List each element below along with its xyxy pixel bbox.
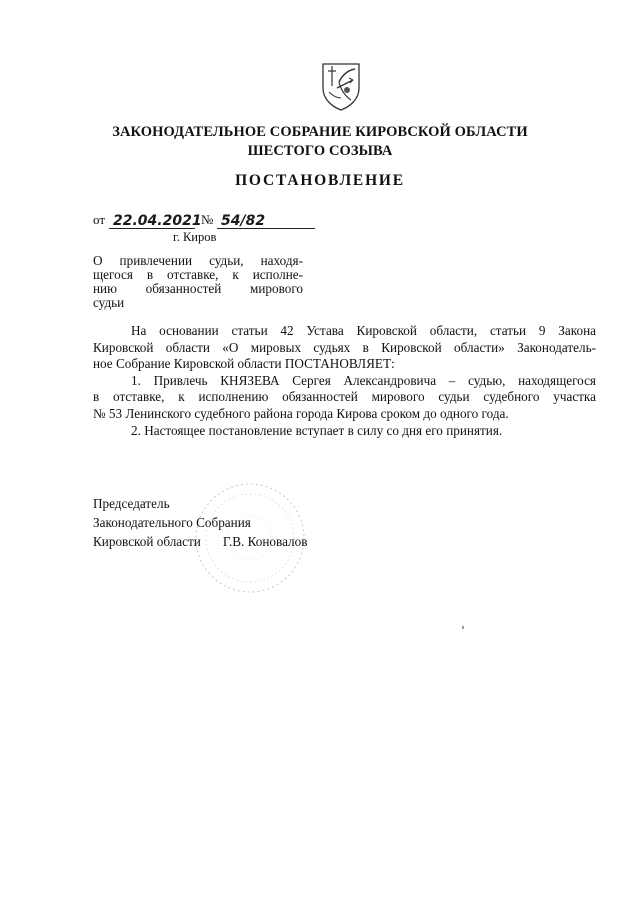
preamble-line: На основании статьи 42 Устава Кировской области, статьи 9 Закона <box>131 323 596 338</box>
signer-title-region: Кировской области <box>93 534 201 549</box>
document-type: ПОСТАНОВЛЕНИЕ <box>235 172 405 189</box>
date-value: 22.04.2021 <box>113 213 202 229</box>
org-title-line2: ШЕСТОГО СОЗЫВА <box>247 143 393 159</box>
signer-title-line3 <box>93 532 307 551</box>
item-1-line: № 53 Ленинского судебного района города Кирова сроком до одного года. <box>93 405 509 421</box>
number-prefix: № <box>201 212 214 227</box>
item-1-line: в отставке, к исполнению обязанностей мирового судьи судебного участка <box>93 389 596 405</box>
subject-line: нию обязанностей мирового <box>93 281 303 296</box>
city: г. Киров <box>173 230 217 244</box>
kirov-oblast-coat-of-arms-icon <box>319 60 363 112</box>
preamble-line: ное Собрание Кировской области ПОСТАНОВЛЯЕТ: <box>93 356 395 372</box>
preamble-line: Кировской области «О мировых судьях в Кировской области» Законодатель- <box>93 339 596 355</box>
scan-speck <box>462 626 464 629</box>
date-number-line <box>93 207 315 231</box>
signer-title-line1: Председатель <box>93 496 170 511</box>
date-prefix: от <box>93 212 106 227</box>
subject-line: судьи <box>93 295 125 310</box>
signer-name: Г.В. Коновалов <box>222 534 308 549</box>
item-1-line: 1. Привлечь КНЯЗЕВА Сергея Александровича – судью, находящегося <box>131 372 596 388</box>
document-body <box>93 323 596 439</box>
org-title-line1: ЗАКОНОДАТЕЛЬНОЕ СОБРАНИЕ КИРОВСКОЙ ОБЛАСТИ <box>112 124 528 140</box>
item-1-paragraph <box>93 373 596 423</box>
preamble-paragraph <box>93 323 596 373</box>
document-subject <box>93 254 303 310</box>
signer-title-line2: Законодательного Собрания <box>93 515 251 530</box>
subject-line: О привлечении судьи, находя- <box>93 253 303 268</box>
subject-line: щегося в отставке, к исполне- <box>93 267 303 282</box>
item-2-line: 2. Настоящее постановление вступает в силу со дня его принятия. <box>131 422 503 438</box>
item-2-paragraph <box>93 423 596 440</box>
number-value: 54/82 <box>221 213 266 229</box>
signature-block <box>93 494 307 551</box>
